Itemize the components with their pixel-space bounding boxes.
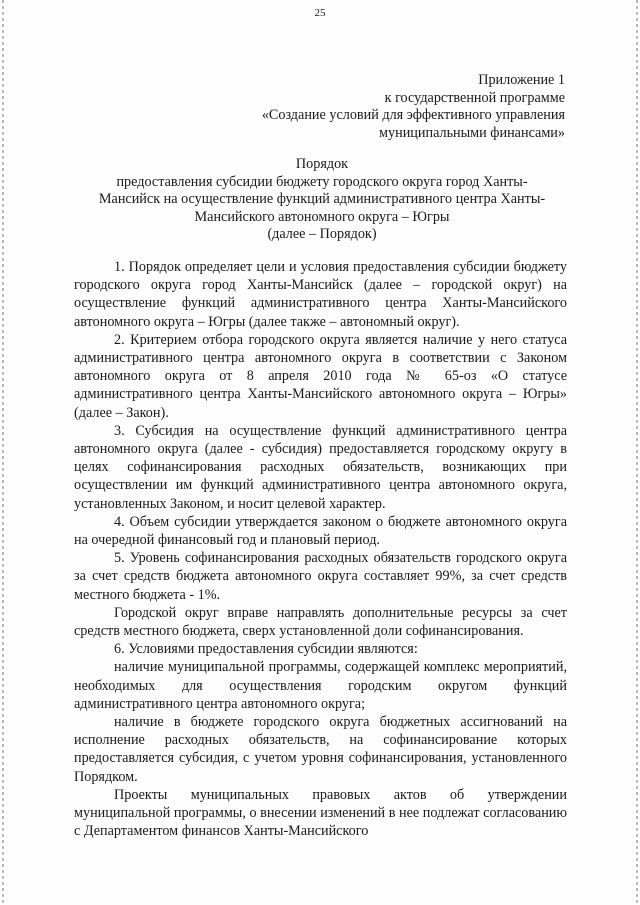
appendix-block: [262, 72, 565, 142]
scan-edge-left: [2, 0, 4, 905]
document-heading: [75, 156, 569, 244]
document-body: [74, 258, 567, 841]
heading-line: Мансийск на осуществление функций административного центра Ханты-: [98, 191, 546, 207]
paragraph: 5. Уровень софинансирования расходных обязательств городского округа за счет средств бюджета автономного округа составляет 99%, за счет средств местного бюджета - 1%.: [74, 550, 567, 603]
paragraph: 4. Объем субсидии утверждается законом о бюджете автономного округа на очередной финансовый год и плановый период.: [74, 513, 567, 549]
heading-line: предоставления субсидии бюджету городского округа город Ханты-: [116, 173, 528, 190]
paragraph: 2. Критерием отбора городского округа является наличие у него статуса административного центра автономного округа в соответствии с Законом автономного округа от 8 апреля 2010 года № 65-оз «О статусе административного центра Ханты-Мансийского автономного округа – Югры» (далее – Закон).: [74, 331, 567, 421]
page-number: 25: [314, 7, 326, 19]
paragraph: 1. Порядок определяет цели и условия предоставления субсидии бюджету городского округа город Ханты-Мансийск (далее – городской округ) на осуществление функций административного центра Ханты-Мансийского автономного округа – Югры (далее также – автономный округ).: [74, 259, 567, 330]
heading-line: (далее – Порядок): [267, 226, 377, 242]
heading-line: Мансийского автономного округа – Югры: [194, 208, 450, 225]
paragraph: наличие в бюджете городского округа бюджетных ассигнований на исполнение расходных обязательств, на софинансирование которых предоставляется субсидия, с учетом уровня софинансирования, установленного Порядком.: [74, 714, 567, 785]
appendix-line: Приложение 1: [478, 72, 565, 88]
document-title: Порядок: [295, 156, 349, 172]
scan-edge-right: [636, 0, 638, 905]
appendix-line: «Создание условий для эффективного управления: [261, 107, 565, 123]
appendix-line: к государственной программе: [384, 89, 565, 106]
paragraph: 3. Субсидия на осуществление функций административного центра автономного округа (далее - субсидия) предоставляется городскому округу в целях софинансирования расходных обязательств, возникающих при осуществлении им функций административного центра автономного округа, установленных Законом, и носит целевой характер.: [74, 422, 567, 512]
paragraph: 6. Условиями предоставления субсидии являются:: [114, 641, 418, 658]
appendix-line: муниципальными финансами»: [379, 124, 565, 141]
paragraph: Проекты муниципальных правовых актов об утверждении муниципальной программы, о внесении изменений в нее подлежат согласованию с Департаментом финансов Ханты-Мансийского: [74, 786, 567, 840]
paragraph: Городской округ вправе направлять дополнительные ресурсы за счет средств местного бюджета, сверх установленной доли софинансирования.: [74, 604, 567, 640]
paragraph: наличие муниципальной программы, содержащей комплекс мероприятий, необходимых для осуществления городским округом функций административного центра автономного округа;: [74, 659, 567, 712]
